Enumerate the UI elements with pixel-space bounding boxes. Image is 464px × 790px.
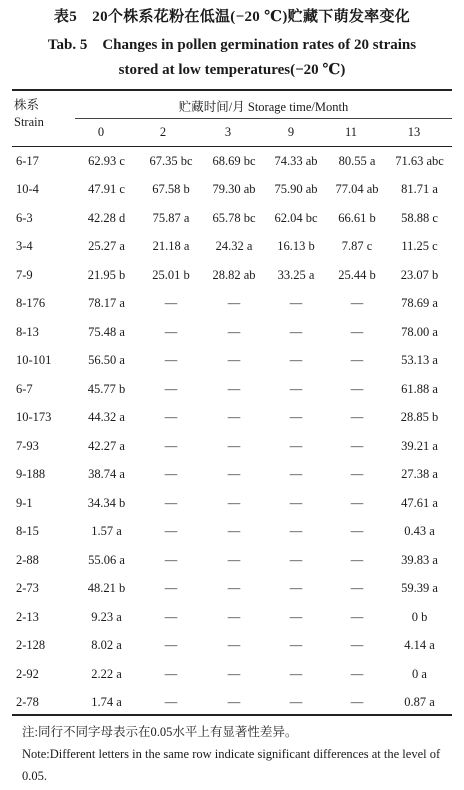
table-body [12, 147, 452, 717]
value-cell-v2: 21.18 a [152, 239, 190, 254]
value-cell-v2: — [164, 324, 178, 339]
value-cell-v0: 9.23 a [91, 609, 122, 624]
value-cell-v0: 75.48 a [88, 324, 125, 339]
strain-header-cn: 株系 [14, 98, 40, 112]
table-row [12, 575, 452, 604]
value-cell-v9: 74.33 ab [274, 153, 318, 168]
value-cell-v0: 34.34 b [87, 495, 126, 510]
table-row [12, 233, 452, 262]
value-cell-v0: 62.93 c [88, 153, 125, 168]
value-cell-v0: 2.22 a [91, 666, 122, 681]
header-sub-rule [75, 118, 452, 119]
value-cell-v9: — [289, 381, 303, 396]
value-cell-v2: 75.87 a [152, 210, 190, 225]
value-cell-v13: 78.69 a [401, 296, 438, 311]
value-cell-v2: — [164, 552, 178, 567]
strain-cell: 10-173 [16, 410, 52, 425]
table-row [12, 432, 452, 461]
value-cell-v0: 8.02 a [91, 638, 122, 653]
month-header-0: 0 [97, 125, 105, 139]
strain-cell: 8-176 [16, 296, 46, 311]
value-cell-v9: — [289, 666, 303, 681]
note-en: Note:Different letters in the same row indicate significant differences at the level of 0.05. [22, 747, 441, 783]
value-cell-v2: — [164, 353, 178, 368]
value-cell-v3: — [227, 353, 241, 368]
value-cell-v3: — [227, 296, 241, 311]
value-cell-v3: — [227, 381, 241, 396]
strain-header-en: Strain [14, 115, 44, 129]
month-header-3: 3 [224, 125, 232, 139]
strain-cell: 3-4 [16, 239, 33, 254]
value-cell-v3: — [227, 695, 241, 710]
strain-cell: 8-15 [16, 524, 39, 539]
value-cell-v2: — [164, 695, 178, 710]
value-cell-v2: — [164, 609, 178, 624]
value-cell-v13: 71.63 abc [395, 153, 444, 168]
value-cell-v3: — [227, 666, 241, 681]
value-cell-v9: — [289, 324, 303, 339]
value-cell-v9: 62.04 bc [274, 210, 318, 225]
table-row [12, 689, 452, 718]
value-cell-v2: 67.35 bc [149, 153, 193, 168]
table-row [12, 204, 452, 233]
value-cell-v3: — [227, 495, 241, 510]
value-cell-v3: 24.32 a [215, 239, 253, 254]
table-row [12, 660, 452, 689]
strain-cell: 9-1 [16, 495, 33, 510]
value-cell-v13: 47.61 a [401, 495, 438, 510]
value-cell-v0: 38.74 a [88, 467, 125, 482]
value-cell-v2: — [164, 638, 178, 653]
value-cell-v2: — [164, 296, 178, 311]
value-cell-v11: 7.87 c [341, 239, 373, 254]
value-cell-v2: — [164, 495, 178, 510]
value-cell-v9: — [289, 467, 303, 482]
value-cell-v3: — [227, 438, 241, 453]
value-cell-v13: 27.38 a [401, 467, 438, 482]
value-cell-v2: — [164, 467, 178, 482]
value-cell-v9: — [289, 609, 303, 624]
table-title-cn: 表5 20个株系花粉在低温(−20 ℃)贮藏下萌发率变化 [53, 9, 411, 25]
value-cell-v13: 4.14 a [404, 638, 435, 653]
table-row [12, 518, 452, 547]
month-header-13: 13 [407, 125, 421, 139]
table-row [12, 632, 452, 661]
value-cell-v11: — [350, 666, 364, 681]
value-cell-v11: — [350, 609, 364, 624]
table-row [12, 318, 452, 347]
value-cell-v3: — [227, 581, 241, 596]
month-header-11: 11 [344, 125, 358, 139]
value-cell-v13: 23.07 b [400, 267, 439, 282]
note-cn: 注:同行不同字母表示在0.05水平上有显著性差异。 [22, 725, 298, 739]
value-cell-v9: — [289, 695, 303, 710]
value-cell-v3: 65.78 bc [212, 210, 256, 225]
value-cell-v9: — [289, 296, 303, 311]
strain-cell: 10-101 [16, 353, 52, 368]
value-cell-v0: 78.17 a [88, 296, 125, 311]
strain-cell: 6-3 [16, 210, 33, 225]
value-cell-v13: 78.00 a [401, 324, 438, 339]
value-cell-v11: — [350, 438, 364, 453]
value-cell-v3: 68.69 bc [212, 153, 256, 168]
value-cell-v3: 28.82 ab [212, 267, 256, 282]
value-cell-v11: 77.04 ab [335, 182, 379, 197]
value-cell-v11: — [350, 353, 364, 368]
strain-cell: 9-188 [16, 467, 46, 482]
value-cell-v13: 81.71 a [401, 182, 438, 197]
value-cell-v3: — [227, 324, 241, 339]
value-cell-v11: — [350, 552, 364, 567]
value-cell-v2: 67.58 b [152, 182, 190, 197]
value-cell-v0: 42.28 d [87, 210, 126, 225]
value-cell-v2: — [164, 410, 178, 425]
table-row [12, 347, 452, 376]
table-row [12, 290, 452, 319]
table-row [12, 603, 452, 632]
table-title-en-line1: Tab. 5 Changes in pollen germination rates of 20 strains [47, 37, 417, 53]
strain-cell: 6-17 [16, 153, 39, 168]
table-row [12, 176, 452, 205]
value-cell-v3: — [227, 467, 241, 482]
value-cell-v13: 0 b [411, 609, 428, 624]
value-cell-v13: 0 a [412, 666, 427, 681]
table-row [12, 461, 452, 490]
table-row [12, 546, 452, 575]
value-cell-v9: — [289, 552, 303, 567]
value-cell-v0: 21.95 b [87, 267, 126, 282]
month-header-9: 9 [287, 125, 295, 139]
strain-cell: 2-78 [16, 695, 39, 710]
value-cell-v9: 75.90 ab [274, 182, 318, 197]
value-cell-v11: — [350, 324, 364, 339]
value-cell-v11: 66.61 b [338, 210, 376, 225]
table-row [12, 404, 452, 433]
value-cell-v11: — [350, 467, 364, 482]
value-cell-v2: — [164, 381, 178, 396]
value-cell-v11: 80.55 a [338, 153, 376, 168]
value-cell-v2: — [164, 581, 178, 596]
value-cell-v13: 59.39 a [401, 581, 438, 596]
value-cell-v11: — [350, 381, 364, 396]
value-cell-v9: — [289, 581, 303, 596]
value-cell-v13: 11.25 c [401, 239, 438, 254]
value-cell-v13: 28.85 b [400, 410, 439, 425]
table-title-en-line2: stored at low temperatures(−20 ℃) [118, 62, 346, 78]
value-cell-v9: 33.25 a [277, 267, 315, 282]
value-cell-v0: 25.27 a [88, 239, 125, 254]
value-cell-v13: 39.21 a [401, 438, 438, 453]
value-cell-v3: — [227, 609, 241, 624]
month-header-2: 2 [159, 125, 167, 139]
value-cell-v0: 44.32 a [88, 410, 125, 425]
value-cell-v0: 48.21 b [87, 581, 126, 596]
strain-cell: 2-128 [16, 638, 46, 653]
value-cell-v0: 55.06 a [88, 552, 125, 567]
value-cell-v3: — [227, 410, 241, 425]
value-cell-v11: 25.44 b [338, 267, 376, 282]
value-cell-v13: 0.43 a [404, 524, 435, 539]
value-cell-v9: — [289, 353, 303, 368]
value-cell-v3: — [227, 552, 241, 567]
value-cell-v11: — [350, 581, 364, 596]
value-cell-v11: — [350, 524, 364, 539]
value-cell-v9: — [289, 495, 303, 510]
value-cell-v0: 42.27 a [88, 438, 125, 453]
strain-cell: 10-4 [16, 182, 39, 197]
strain-cell: 2-73 [16, 581, 39, 596]
value-cell-v11: — [350, 296, 364, 311]
strain-cell: 7-9 [16, 267, 33, 282]
value-cell-v2: 25.01 b [152, 267, 190, 282]
strain-cell: 6-7 [16, 381, 33, 396]
storage-time-header: 贮藏时间/月 Storage time/Month [178, 100, 349, 114]
value-cell-v0: 45.77 b [87, 381, 126, 396]
value-cell-v9: — [289, 638, 303, 653]
value-cell-v9: — [289, 438, 303, 453]
germination-table [12, 147, 452, 717]
strain-cell: 2-88 [16, 552, 39, 567]
value-cell-v11: — [350, 695, 364, 710]
table-row [12, 261, 452, 290]
value-cell-v11: — [350, 410, 364, 425]
value-cell-v2: — [164, 438, 178, 453]
table-row [12, 489, 452, 518]
value-cell-v2: — [164, 524, 178, 539]
table-row [12, 147, 452, 176]
value-cell-v0: 47.91 c [88, 182, 125, 197]
value-cell-v11: — [350, 495, 364, 510]
value-cell-v13: 61.88 a [401, 381, 438, 396]
value-cell-v3: — [227, 524, 241, 539]
value-cell-v11: — [350, 638, 364, 653]
value-cell-v9: — [289, 524, 303, 539]
value-cell-v13: 0.87 a [404, 695, 435, 710]
value-cell-v13: 58.88 c [401, 210, 438, 225]
value-cell-v2: — [164, 666, 178, 681]
value-cell-v3: — [227, 638, 241, 653]
strain-cell: 8-13 [16, 324, 39, 339]
value-cell-v13: 53.13 a [401, 353, 438, 368]
value-cell-v9: — [289, 410, 303, 425]
strain-header [14, 97, 44, 131]
strain-cell: 7-93 [16, 438, 39, 453]
strain-cell: 2-13 [16, 609, 39, 624]
value-cell-v0: 1.74 a [91, 695, 122, 710]
top-rule [12, 89, 452, 91]
value-cell-v3: 79.30 ab [212, 182, 256, 197]
value-cell-v13: 39.83 a [401, 552, 438, 567]
strain-cell: 2-92 [16, 666, 39, 681]
table-row [12, 375, 452, 404]
value-cell-v9: 16.13 b [277, 239, 315, 254]
value-cell-v0: 56.50 a [88, 353, 125, 368]
value-cell-v0: 1.57 a [91, 524, 122, 539]
